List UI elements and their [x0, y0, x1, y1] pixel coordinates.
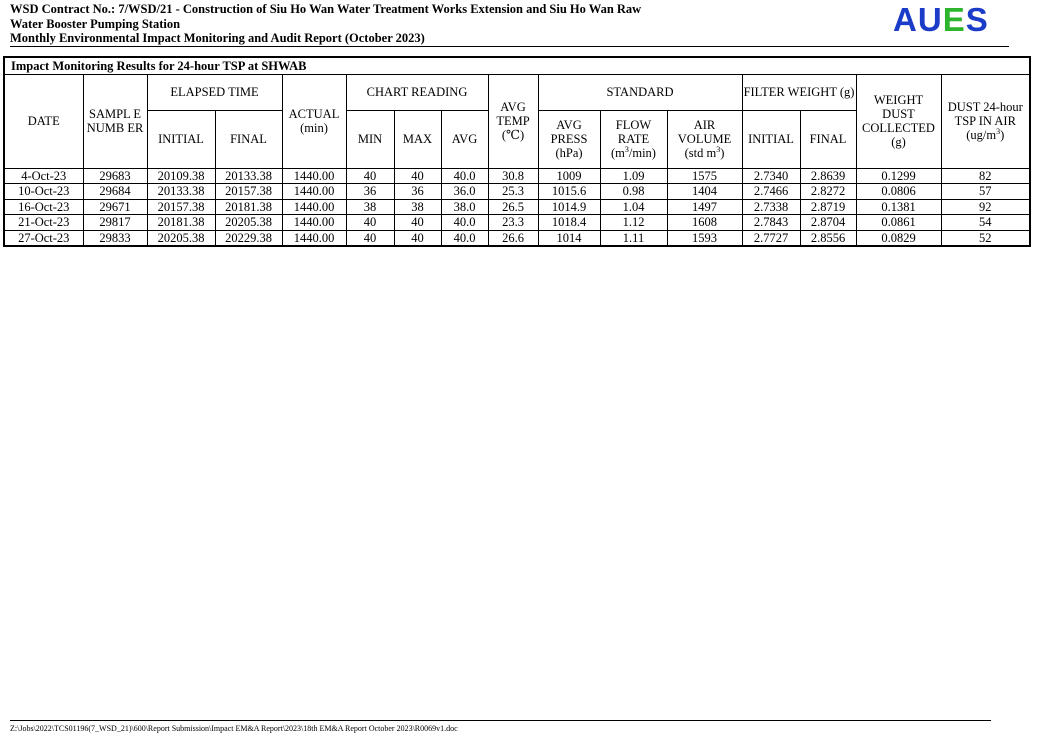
logo-letter-e: E: [942, 1, 966, 38]
footer-rule: [10, 720, 991, 721]
cell-filter-initial: 2.7727: [742, 230, 800, 245]
header-chart-reading: CHART READING: [346, 75, 488, 110]
table-body: [5, 168, 1029, 245]
cell-flow-rate: 1.04: [600, 199, 667, 215]
actual-unit: (min): [300, 121, 328, 136]
cell-actual: 1440.00: [282, 215, 346, 231]
header-filter-initial: INITIAL: [742, 110, 800, 168]
cell-filter-final: 2.8556: [800, 230, 856, 245]
air-volume-label: AIR VOLUME: [677, 118, 732, 146]
cell-filter-initial: 2.7843: [742, 215, 800, 231]
cell-dust-tsp: 92: [941, 199, 1029, 215]
cell-date: 4-Oct-23: [5, 168, 83, 184]
cell-chart-min: 38: [346, 199, 394, 215]
cell-filter-initial: 2.7338: [742, 199, 800, 215]
air-volume-unit-sup: 3: [716, 144, 721, 154]
cell-sample-number: 29833: [83, 230, 147, 245]
cell-avg-temp: 26.6: [488, 230, 538, 245]
cell-actual: 1440.00: [282, 230, 346, 245]
cell-actual: 1440.00: [282, 184, 346, 200]
table-row: [5, 230, 1029, 245]
header-air-volume: [667, 110, 742, 168]
cell-chart-max: 36: [394, 184, 441, 200]
cell-elapsed-initial: 20205.38: [147, 230, 215, 245]
header-elapsed-final: FINAL: [215, 110, 282, 168]
cell-filter-initial: 2.7466: [742, 184, 800, 200]
header-standard: STANDARD: [538, 75, 742, 110]
header-elapsed-time: ELAPSED TIME: [147, 75, 282, 110]
avg-press-unit: (hPa): [555, 146, 583, 160]
cell-elapsed-initial: 20109.38: [147, 168, 215, 184]
cell-filter-final: 2.8719: [800, 199, 856, 215]
cell-dust-tsp: 52: [941, 230, 1029, 245]
cell-avg-press: 1015.6: [538, 184, 600, 200]
header-chart-min: MIN: [346, 110, 394, 168]
cell-date: 27-Oct-23: [5, 230, 83, 245]
header-sample-number: SAMPL E NUMB ER: [83, 75, 147, 168]
logo-letter-a: A: [893, 1, 918, 38]
cell-avg-temp: 30.8: [488, 168, 538, 184]
table-row: [5, 199, 1029, 215]
header-actual: [282, 75, 346, 168]
dust-tsp-unit-post: ): [1000, 128, 1005, 143]
header-weight-dust: [856, 75, 941, 168]
cell-avg-press: 1009: [538, 168, 600, 184]
cell-avg-temp: 25.3: [488, 184, 538, 200]
cell-chart-avg: 40.0: [441, 168, 488, 184]
cell-dust-tsp: 57: [941, 184, 1029, 200]
results-table-frame: [3, 56, 1031, 247]
cell-chart-min: 36: [346, 184, 394, 200]
cell-date: 21-Oct-23: [5, 215, 83, 231]
dust-tsp-unit-sup: 3: [996, 127, 1001, 137]
cell-weight-dust: 0.1381: [856, 199, 941, 215]
avg-temp-unit: (℃): [501, 128, 525, 143]
dust-tsp-label: DUST 24-hour TSP IN AIR: [947, 100, 1023, 129]
cell-elapsed-initial: 20133.38: [147, 184, 215, 200]
air-volume-unit-post: ): [720, 146, 725, 160]
dust-tsp-unit-pre: (ug/m: [966, 128, 997, 143]
document-header: [10, 2, 840, 46]
cell-air-volume: 1404: [667, 184, 742, 200]
cell-flow-rate: 1.09: [600, 168, 667, 184]
cell-sample-number: 29817: [83, 215, 147, 231]
table-row: [5, 184, 1029, 200]
cell-chart-min: 40: [346, 230, 394, 245]
cell-elapsed-final: 20205.38: [215, 215, 282, 231]
cell-filter-final: 2.8272: [800, 184, 856, 200]
cell-air-volume: 1593: [667, 230, 742, 245]
cell-chart-min: 40: [346, 168, 394, 184]
cell-date: 10-Oct-23: [5, 184, 83, 200]
cell-elapsed-final: 20133.38: [215, 168, 282, 184]
aues-logo: [893, 1, 989, 39]
cell-avg-temp: 23.3: [488, 215, 538, 231]
header-line-3: Monthly Environmental Impact Monitoring and Audit Report (October 2023): [10, 31, 425, 45]
avg-temp-label: AVG TEMP: [496, 100, 530, 129]
cell-sample-number: 29671: [83, 199, 147, 215]
cell-chart-max: 38: [394, 199, 441, 215]
cell-date: 16-Oct-23: [5, 199, 83, 215]
header-dust-tsp: [941, 75, 1029, 168]
header-filter-weight: FILTER WEIGHT (g): [742, 75, 856, 110]
logo-letter-u: U: [917, 1, 943, 38]
flow-rate-unit-sup: 3: [624, 144, 629, 154]
cell-chart-max: 40: [394, 215, 441, 231]
cell-actual: 1440.00: [282, 168, 346, 184]
table-row: [5, 215, 1029, 231]
cell-weight-dust: 0.0861: [856, 215, 941, 231]
cell-elapsed-initial: 20157.38: [147, 199, 215, 215]
cell-avg-press: 1018.4: [538, 215, 600, 231]
flow-rate-unit-pre: (m: [611, 146, 625, 160]
cell-chart-avg: 40.0: [441, 230, 488, 245]
header-rule: [10, 46, 1009, 47]
cell-flow-rate: 0.98: [600, 184, 667, 200]
cell-weight-dust: 0.0806: [856, 184, 941, 200]
header-avg-temp: [488, 75, 538, 168]
header-flow-rate: [600, 110, 667, 168]
cell-chart-avg: 36.0: [441, 184, 488, 200]
cell-dust-tsp: 82: [941, 168, 1029, 184]
weight-dust-label: WEIGHT DUST COLLECTED: [862, 93, 935, 136]
cell-chart-avg: 38.0: [441, 199, 488, 215]
cell-chart-max: 40: [394, 168, 441, 184]
cell-air-volume: 1497: [667, 199, 742, 215]
flow-rate-unit: [611, 146, 656, 160]
dust-tsp-unit: [966, 128, 1004, 142]
cell-actual: 1440.00: [282, 199, 346, 215]
cell-air-volume: 1608: [667, 215, 742, 231]
flow-rate-unit-post: /min): [628, 146, 656, 160]
header-elapsed-initial: INITIAL: [147, 110, 215, 168]
cell-avg-temp: 26.5: [488, 199, 538, 215]
cell-elapsed-final: 20229.38: [215, 230, 282, 245]
header-avg-press: [538, 110, 600, 168]
cell-filter-final: 2.8639: [800, 168, 856, 184]
air-volume-unit-pre: (std m: [684, 146, 717, 160]
cell-chart-max: 40: [394, 230, 441, 245]
cell-avg-press: 1014.9: [538, 199, 600, 215]
header-filter-final: FINAL: [800, 110, 856, 168]
cell-dust-tsp: 54: [941, 215, 1029, 231]
header-chart-max: MAX: [394, 110, 441, 168]
flow-rate-label: FLOW RATE: [615, 118, 652, 146]
header-line-2: Water Booster Pumping Station: [10, 16, 181, 31]
weight-dust-unit: (g): [891, 135, 906, 150]
cell-flow-rate: 1.12: [600, 215, 667, 231]
table-row: [5, 168, 1029, 184]
cell-avg-press: 1014: [538, 230, 600, 245]
header-line-1: WSD Contract No.: 7/WSD/21 - Construction of Siu Ho Wan Water Treatment Works Extension and Siu Ho Wan Raw: [10, 2, 642, 16]
avg-press-label: AVG PRESS: [550, 118, 588, 146]
air-volume-unit: [685, 146, 725, 160]
cell-flow-rate: 1.11: [600, 230, 667, 245]
actual-label: ACTUAL: [288, 107, 340, 122]
cell-chart-min: 40: [346, 215, 394, 231]
header-date: DATE: [5, 75, 83, 168]
cell-filter-final: 2.8704: [800, 215, 856, 231]
cell-elapsed-initial: 20181.38: [147, 215, 215, 231]
tsp-results-table: [5, 75, 1029, 245]
logo-letter-s: S: [965, 1, 989, 38]
header-chart-avg: AVG: [441, 110, 488, 168]
cell-elapsed-final: 20181.38: [215, 199, 282, 215]
cell-chart-avg: 40.0: [441, 215, 488, 231]
cell-weight-dust: 0.1299: [856, 168, 941, 184]
cell-sample-number: 29683: [83, 168, 147, 184]
table-caption: Impact Monitoring Results for 24-hour TSP at SHWAB: [5, 58, 1029, 75]
cell-elapsed-final: 20157.38: [215, 184, 282, 200]
cell-sample-number: 29684: [83, 184, 147, 200]
cell-filter-initial: 2.7340: [742, 168, 800, 184]
cell-weight-dust: 0.0829: [856, 230, 941, 245]
footer-file-path: Z:\Jobs\2022\TCS01196(7_WSD_21)\600\Report Submission\Impact EM&A Report\2023\18th EM&A Report October 2023\R0069v1.doc: [10, 724, 458, 733]
cell-air-volume: 1575: [667, 168, 742, 184]
